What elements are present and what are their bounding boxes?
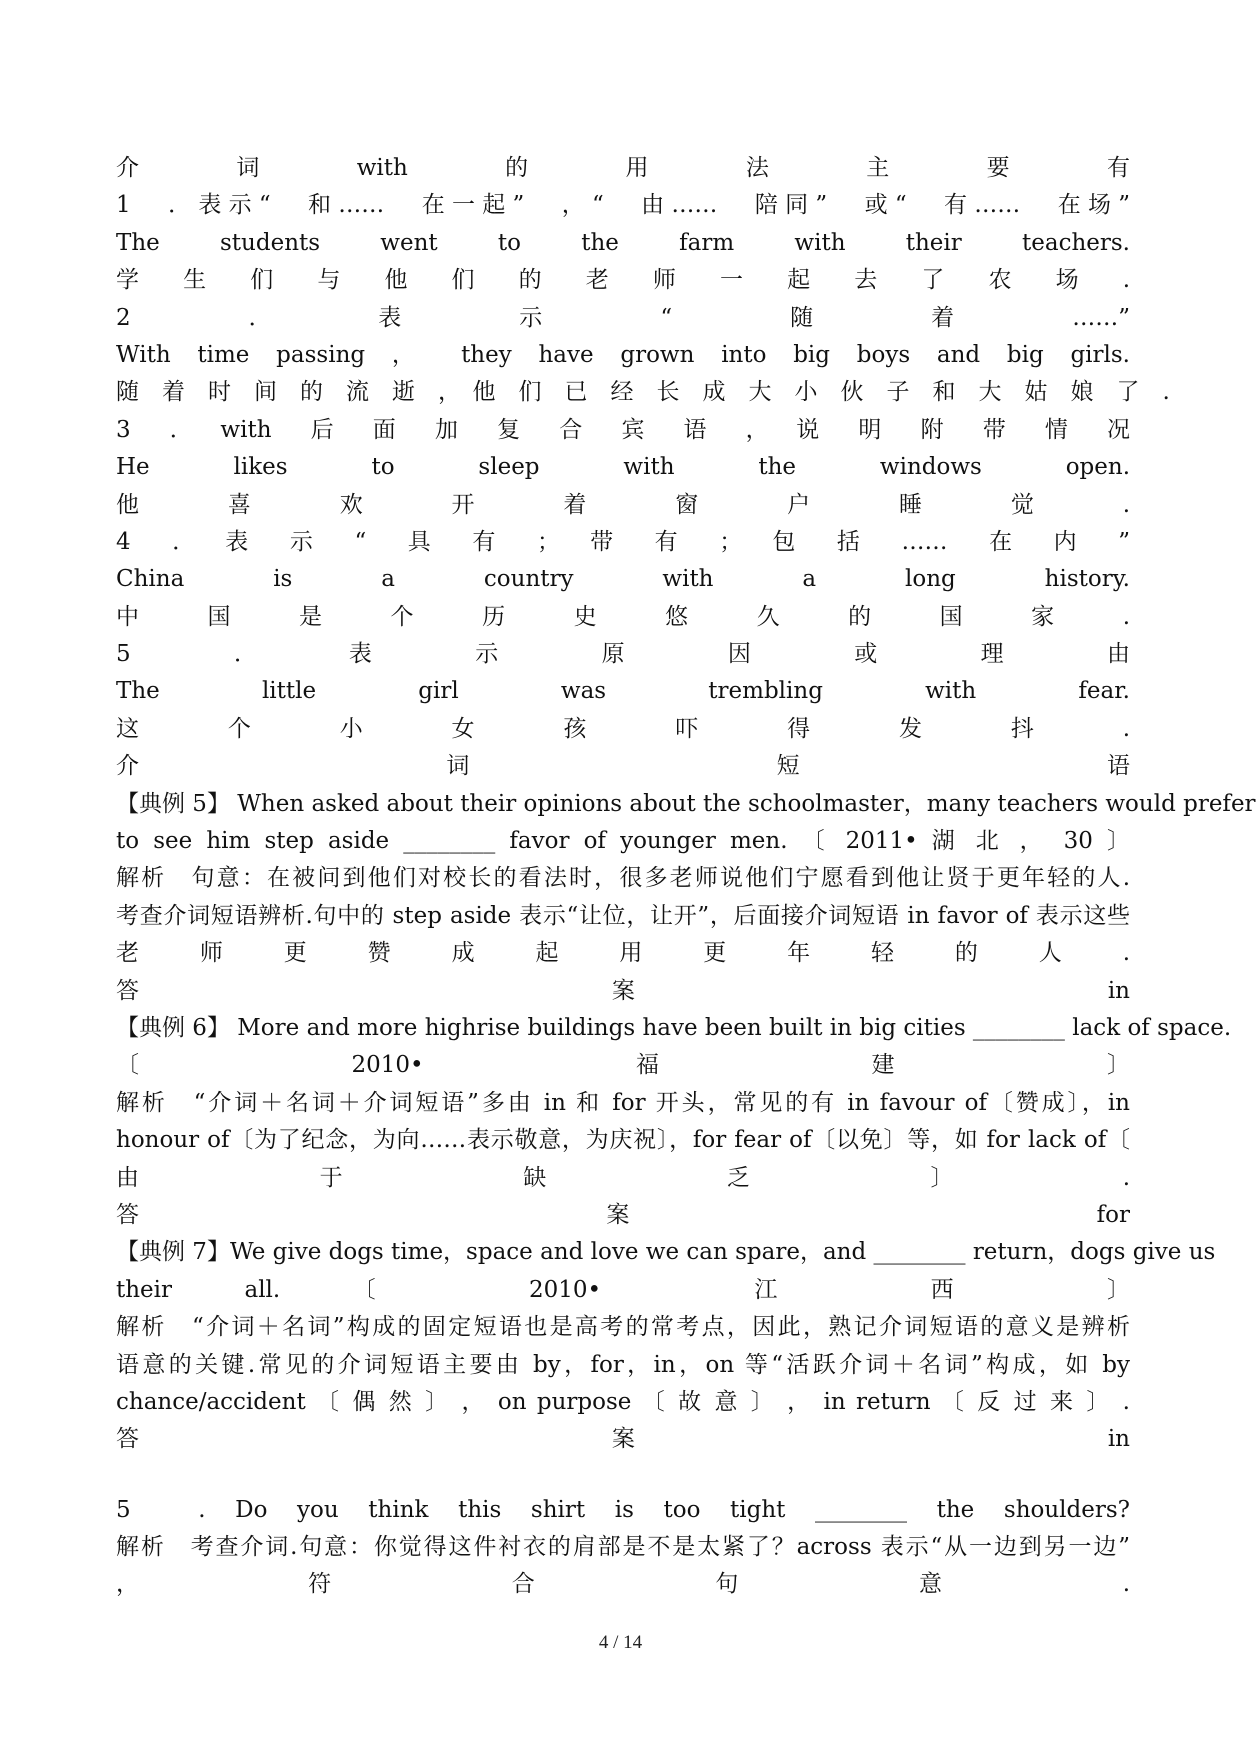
section-heading: 介 词 短 语 (116, 753, 1130, 780)
text-line: 这 个 小 女 孩 吓 得 发 抖 . (116, 715, 1130, 742)
answer-line: 答 案 in (116, 1426, 1130, 1453)
text-line: 解析 “介词＋名词”构成的固定短语也是高考的常考点，因此，熟记介词短语的意义是辨析 (116, 1314, 1130, 1341)
text-line: 随 着 时 间 的 流 逝 ， 他 们 已 经 长 成 大 小 伙 子 和 大 姑 娘 了 . (116, 379, 1170, 406)
text-line: 解析 “介词＋名词＋介词短语”多由 in 和 for 开头，常见的有 in favour of〔赞成〕，in (116, 1089, 1130, 1116)
text-line: 【典例 7】We give dogs time，space and love we can spare，and ________ return，dogs give us (116, 1239, 1216, 1266)
text-line: 学 生 们 与 他 们 的 老 师 一 起 去 了 农 场 . (116, 267, 1130, 294)
text-line: 【典例 5】 When asked about their opinions about the schoolmaster，many teachers would prefer (116, 790, 1256, 817)
text-line: 介 词 with 的 用 法 主 要 有 (116, 155, 1130, 181)
text-line: 他 喜 欢 开 着 窗 户 睡 觉 . (116, 491, 1130, 518)
text-line: chance/accident 〔 偶 然 〕 ， on purpose 〔 故 意 〕 ， in return 〔 反 过 来 〕 . (116, 1388, 1130, 1415)
text-line: 考查介词短语辨析.句中的 step aside 表示“让位，让开”，后面接介词短语 in favor of 表示这些 (116, 902, 1130, 929)
text-line: 5 ． 表 示 原 因 或 理 由 (116, 641, 1130, 668)
text-line: 2 ． 表 示 “ 随 着 ……” (116, 304, 1130, 331)
text-line: 5 . Do you think this shirt is too tight ________ the shoulders? (116, 1496, 1130, 1523)
page-number: 4 / 14 (598, 1632, 643, 1653)
text-line: 〔 2010• 福 建 〕 (116, 1052, 1130, 1079)
text-line: 中 国 是 个 历 史 悠 久 的 国 家 . (116, 603, 1130, 630)
text-line: China is a country with a long history. (116, 566, 1130, 593)
text-line: The students went to the farm with their teachers. (116, 229, 1130, 256)
text-line: 老 师 更 赞 成 起 用 更 年 轻 的 人 . (116, 940, 1130, 967)
text-line: He likes to sleep with the windows open. (116, 454, 1130, 481)
text-line: 解析 句意：在被问到他们对校长的看法时，很多老师说他们宁愿看到他让贤于更年轻的人. (116, 865, 1130, 892)
text-line: 1 ．表示“ 和…… 在一起” ，“ 由…… 陪同” 或“ 有…… 在场” (116, 192, 1130, 219)
text-line: 【典例 6】 More and more highrise buildings have been built in big cities ________ lack of space. (116, 1014, 1232, 1041)
text-line: 4 ． 表 示 “ 具 有 ； 带 有 ； 包 括 …… 在 内 ” (116, 528, 1130, 555)
answer-line: 答 案 for (116, 1201, 1130, 1228)
text-line: 语意的关键.常见的介词短语主要由 by，for，in，on 等“活跃介词＋名词”构成，如 by (116, 1351, 1130, 1378)
text-line: honour of〔为了纪念，为向……表示敬意，为庆祝〕，for fear of〔以免〕等，如 for lack of〔 (116, 1127, 1130, 1154)
text-line: their all. 〔 2010• 江 西 〕 (116, 1276, 1130, 1303)
text-line: ， 符 合 句 意 . (116, 1571, 1130, 1598)
text-line: 由 于 缺 乏 〕 . (116, 1164, 1130, 1191)
text-line: The little girl was trembling with fear. (116, 678, 1130, 705)
blank-gap (116, 1459, 1130, 1492)
text-line: 解析 考查介词.句意：你觉得这件衬衣的肩部是不是太紧了？across 表示“从一边到另一边” (116, 1534, 1130, 1561)
text-line: 3 ． with 后 面 加 复 合 宾 语 ， 说 明 附 带 情 况 (116, 416, 1130, 443)
text-line: to see him step aside ________ favor of younger men. 〔 2011• 湖 北 ， 30 〕 (116, 828, 1130, 855)
text-line: With time passing ， they have grown into big boys and big girls. (116, 341, 1130, 368)
answer-line: 答 案 in (116, 977, 1130, 1004)
page-content (116, 150, 1256, 1604)
